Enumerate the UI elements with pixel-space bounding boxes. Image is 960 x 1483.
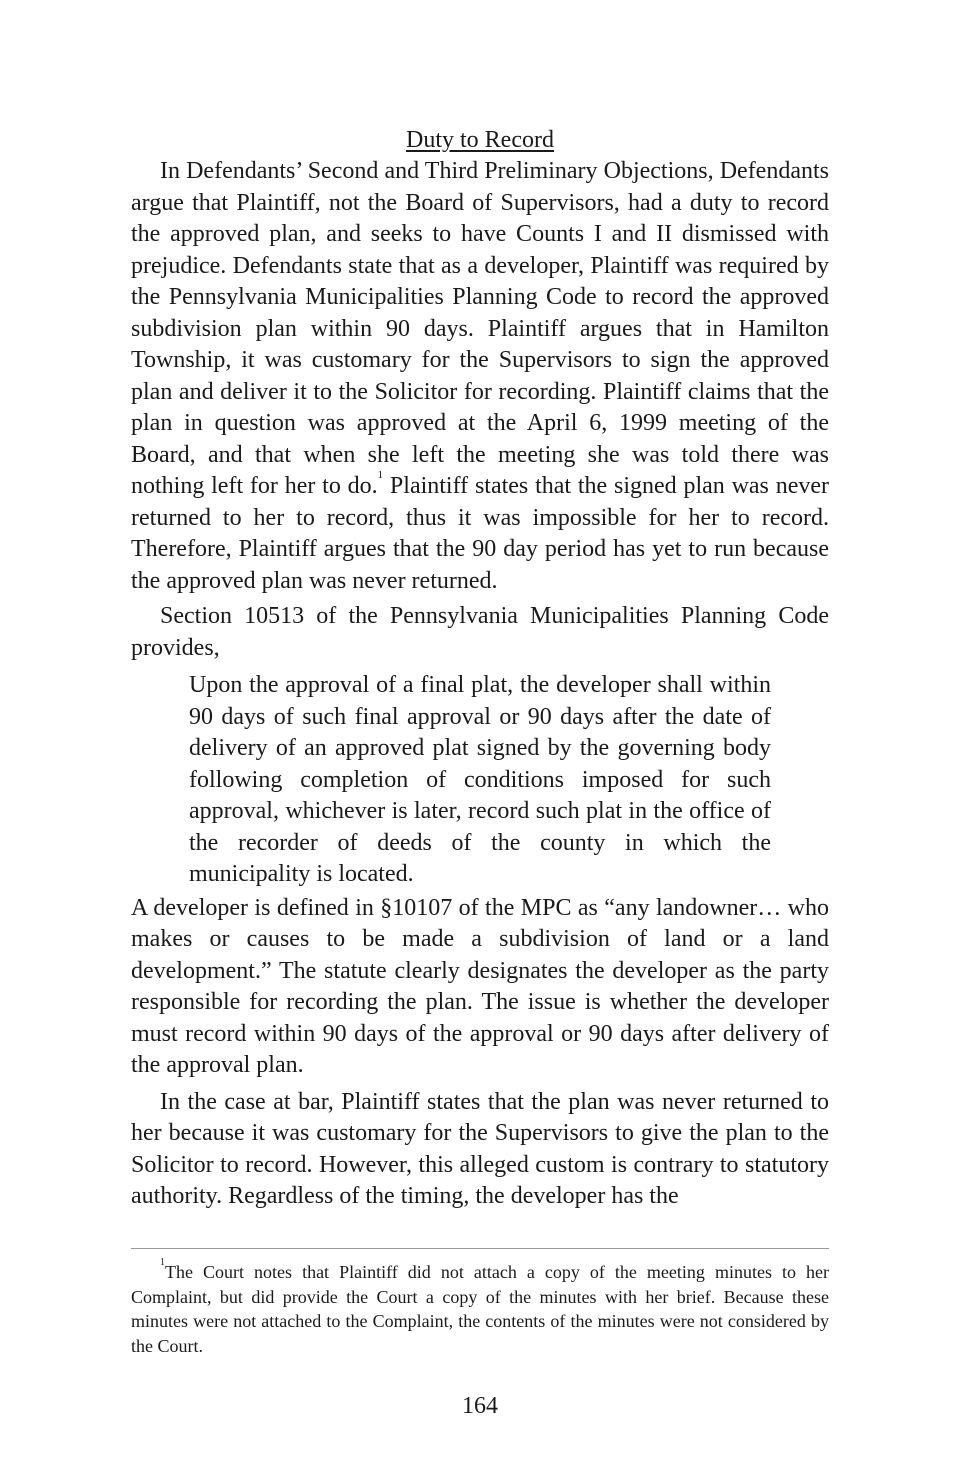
paragraph-4: In the case at bar, Plaintiff states that the plan was never returned to her because it was customary for the Supervisors to give the plan to the Solicitor to record. However, this alleged custom is contrary to statutory authority. Regardless of the timing, the developer has the: [131, 1088, 829, 1209]
footnote-divider: [131, 1248, 829, 1249]
footnote: [131, 1257, 829, 1358]
paragraph-2: Section 10513 of the Pennsylvania Municipalities Planning Code provides,: [131, 603, 829, 661]
paragraph-1-tail: Plaintiff states that the signed plan was never returned to her to record, thus it was impossible for her to record. Therefore, Plaintiff argues that the 90 day period has yet to run because the approved plan was never returned.: [131, 473, 829, 594]
section-heading: Duty to Record: [406, 127, 554, 153]
page-number: 164: [462, 1393, 498, 1419]
footnote-marker: 1: [160, 1257, 165, 1268]
paragraph-1-text: In Defendants’ Second and Third Preliminary Objections, Defendants argue that Plaintiff, not the Board of Supervisors, had a duty to record the approved plan, and seeks to have Counts I and II dismissed with prejudice. Defendants state that as a developer, Plaintiff was required by the Pennsylvania Municipalities Planning Code to record the approved subdivision plan within 90 days. Plaintiff argues that in Hamilton Township, it was customary for the Supervisors to sign the approved plan and deliver it to the Solicitor for recording. Plaintiff claims that the plan in question was approved at the April 6, 1999 meeting of the Board, and that when she left the meeting she was told there was nothing left for her to do.: [131, 158, 829, 499]
paragraph-1: [131, 156, 829, 597]
paragraph-3: A developer is defined in §10107 of the MPC as “any landowner… who makes or causes to be made a subdivision of land or a land development.” The statute clearly designates the developer as the party responsible for recording the plan. The issue is whether the developer must record within 90 days of the approval or 90 days after delivery of the approval plan.: [131, 894, 829, 1078]
page-body: [131, 124, 829, 1213]
footnote-text: The Court notes that Plaintiff did not attach a copy of the meeting minutes to her Complaint, but did provide the Court a copy of the minutes with her brief. Because these minutes were not attached to the Complaint, the contents of the minutes were not considered by the Court.: [131, 1262, 829, 1356]
footnote-reference: 1: [377, 469, 384, 481]
statute-quote: Upon the approval of a final plat, the developer shall within 90 days of such final approval or 90 days after the date of delivery of an approved plat signed by the governing body following completion of conditions imposed for such approval, whichever is later, record such plat in the office of the recorder of deeds of the county in which the municipality is located.: [189, 672, 771, 887]
